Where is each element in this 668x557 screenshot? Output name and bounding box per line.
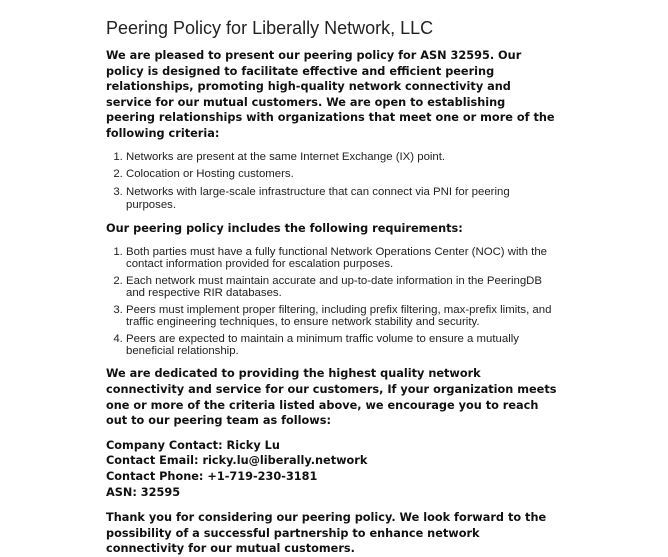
requirements-heading: Our peering policy includes the following requirements: — [106, 221, 463, 235]
intro-paragraph: We are pleased to present our peering policy for ASN 32595. Our policy is designed to facilitate effective and efficient peering relationships, promoting high-quality network connectivity and service for our mutual customers. We are open to establishing peering relationships with organizations that meet one or more of the following criteria: — [106, 49, 555, 140]
contact-asn: ASN: 32595 — [106, 485, 181, 499]
page-title: Peering Policy for Liberally Network, LLC — [106, 18, 434, 38]
criteria-list — [106, 151, 558, 212]
document — [106, 17, 558, 557]
list-item: 1. Both parties must have a fully functional Network Operations Center (NOC) with the contact information provided for escalation purposes. — [126, 246, 558, 270]
contact-phone: Contact Phone: +1-719-230-3181 — [106, 469, 318, 483]
contact-email: Contact Email: ricky.lu@liberally.network — [106, 454, 368, 468]
contact-company: Company Contact: Ricky Lu — [106, 438, 280, 452]
list-item: 3. Peers must implement proper filtering, including prefix filtering, max-prefix limits, and traffic engineering techniques, to ensure network stability and security. — [126, 304, 558, 328]
dedication-paragraph: We are dedicated to providing the highest quality network connectivity and service for our customers, If your organization meets one or more of the criteria listed above, we encourage you to reach out to our peering team as follows: — [106, 367, 557, 428]
closing-paragraph: Thank you for considering our peering policy. We look forward to the possibility of a successful partnership to enhance network connectivity for our mutual customers. — [106, 511, 547, 556]
list-item: 1. Networks are present at the same Internet Exchange (IX) point. — [126, 151, 558, 164]
requirements-list — [106, 246, 558, 357]
contact-block — [106, 438, 558, 500]
list-item: 2. Each network must maintain accurate and up-to-date information in the PeeringDB and respective RIR databases. — [126, 275, 558, 299]
list-item: 3. Networks with large-scale infrastructure that can connect via PNI for peering purposes. — [126, 186, 558, 212]
list-item: 2. Colocation or Hosting customers. — [126, 168, 558, 181]
list-item: 4. Peers are expected to maintain a minimum traffic volume to ensure a mutually beneficial relationship. — [126, 333, 558, 357]
